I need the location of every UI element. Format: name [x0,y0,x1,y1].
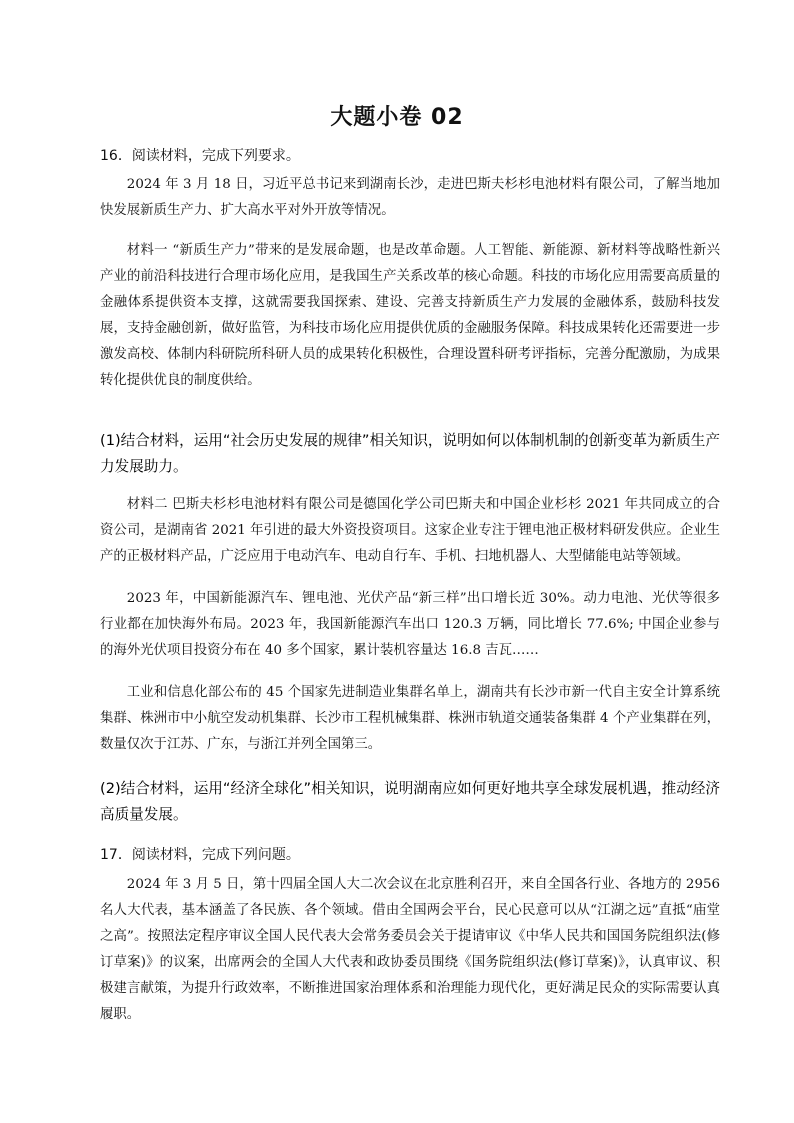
q17-heading: 17．阅读材料，完成下列问题。 [100,847,300,863]
q17-intro: 2024 年 3 月 5 日，第十四届全国人大二次会议在北京胜利召开，来自全国各行业、各地方的 2956 名人大代表，基本涵盖了各民族、各个领域。借由全国两会平台，民心民意可以从“江湖之远”直抵“庙堂之高”。按照法定程序审议全国人民代表大会常务委员会关于提请审议《中华人民共和国国务院组织法(修订草案)》的议案，出席两会的全国人大代表和政协委员围绕《国务院组织法(修订草案)》，认真审议、积极建言献策，为提升行政效率，不断推进国家治理体系和治理能力现代化，更好满足民众的实际需要认真履职。 [100,877,720,1022]
q16-material-1: 材料一 “新质生产力”带来的是发展命题，也是改革命题。人工智能、新能源、新材料等战略性新兴产业的前沿科技进行合理市场化应用，是我国生产关系改革的核心命题。科技的市场化应用需要高质量的金融体系提供资本支撑，这就需要我国探索、建设、完善支持新质生产力发展的金融体系，鼓励科技发展，支持金融创新，做好监管，为科技市场化应用提供优质的金融服务保障。科技成果转化还需要进一步激发高校、体制内科研院所科研人员的成果转化积极性，合理设置科研考评指标，完善分配激励，为成果转化提供优良的制度供给。 [100,243,720,388]
page-title: 大题小卷 02 [330,105,464,130]
q16-question-1: (1)结合材料，运用“社会历史发展的规律”相关知识，说明如何以体制机制的创新变革为新质生产力发展助力。 [100,432,720,475]
q16-heading: 16．阅读材料，完成下列要求。 [100,148,300,164]
q16-material-2-para-3: 工业和信息化部公布的 45 个国家先进制造业集群名单上，湖南共有长沙市新一代自主安全计算系统集群、株洲市中小航空发动机集群、长沙市工程机械集群、株洲市轨道交通装备集群 4 个产业集群在列，数量仅次于江苏、广东，与浙江并列全国第三。 [100,685,720,752]
q16-material-2-para-1: 材料二 巴斯夫杉杉电池材料有限公司是德国化学公司巴斯夫和中国企业杉杉 2021 年共同成立的合资公司，是湖南省 2021 年引进的最大外资投资项目。这家企业专注于锂电池正极材料研发供应。企业生产的正极材料产品，广泛应用于电动汽车、电动自行车、手机、扫地机器人、大型储能电站等领域。 [100,497,720,564]
q16-intro: 2024 年 3 月 18 日，习近平总书记来到湖南长沙，走进巴斯夫杉杉电池材料有限公司，了解当地加快发展新质生产力、扩大高水平对外开放等情况。 [100,177,720,218]
q16-question-2: (2)结合材料，运用“经济全球化”相关知识，说明湖南应如何更好地共享全球发展机遇，推动经济高质量发展。 [100,780,720,823]
q16-material-2-para-2: 2023 年，中国新能源汽车、锂电池、光伏产品“新三样”出口增长近 30%。动力电池、光伏等很多行业都在加快海外布局。2023 年，我国新能源汽车出口 120.3 万辆，同比增长 77.6%; 中国企业参与的海外光伏项目投资分布在 40 多个国家，累计装机容量达 16.8 吉瓦…… [100,591,720,658]
